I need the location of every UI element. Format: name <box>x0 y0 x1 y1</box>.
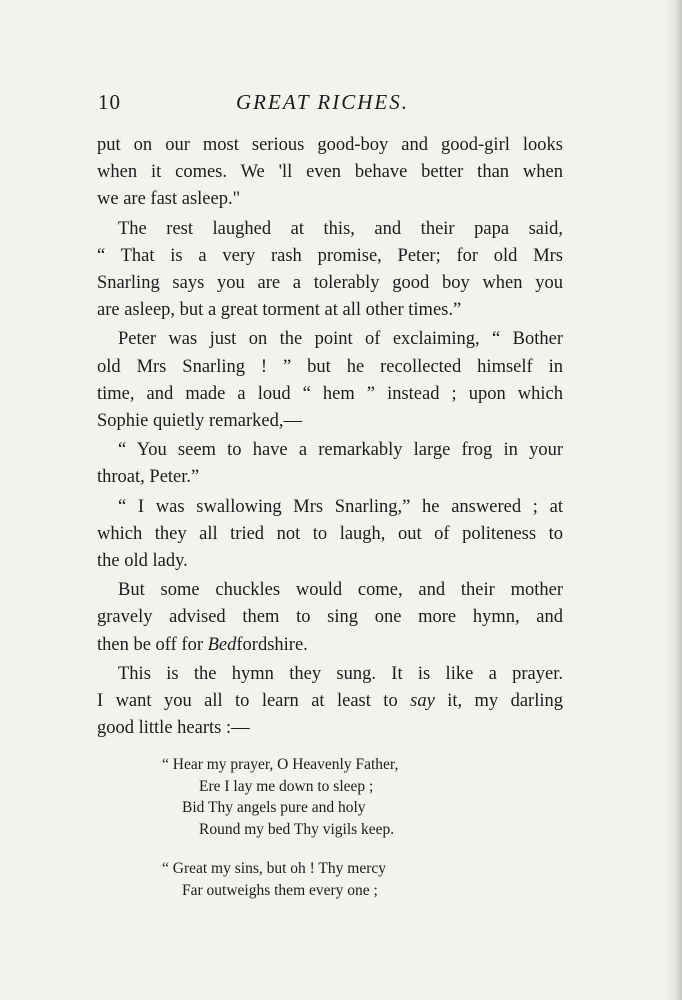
text-line: “ I was swallowing Mrs Snarling,” he answered ; at <box>118 496 563 517</box>
hymn-line: “ Great my sins, but oh ! Thy mercy <box>162 860 386 877</box>
paragraph <box>97 216 563 325</box>
text-line: time, and made a loud “ hem ” instead ; upon which <box>97 383 563 404</box>
paragraph <box>97 494 563 576</box>
paragraph <box>97 326 563 435</box>
text-line: “ You seem to have a remarkably large frog in your <box>118 440 563 461</box>
text-line: when it comes. We 'll even behave better than when <box>97 162 563 183</box>
hymn-stanza <box>162 754 482 840</box>
running-head: GREAT RICHES. <box>236 90 409 114</box>
text-line: are asleep, but a great torment at all other times.” <box>97 300 462 321</box>
text-line: Snarling says you are a tolerably good boy when you <box>97 273 563 294</box>
text-line: This is the hymn they sung. It is like a prayer. <box>118 663 563 684</box>
hymn-line: Ere I lay me down to sleep ; <box>199 777 374 795</box>
text-line: Peter was just on the point of exclaiming, “ Bother <box>118 329 563 350</box>
paragraph <box>97 437 563 491</box>
text-line: which they all tried not to laugh, out of politeness to <box>97 523 563 544</box>
hymn <box>162 754 482 919</box>
text-line: Sophie quietly remarked,— <box>97 411 302 432</box>
text-line: throat, Peter.” <box>97 467 200 488</box>
text-line: put on our most serious good-boy and good-girl looks <box>97 135 563 155</box>
page-edge-shadow <box>664 0 682 1000</box>
text-line: I want you all to learn at least to say it, my darling <box>97 691 563 712</box>
paragraph <box>97 132 563 214</box>
text-line: The rest laughed at this, and their papa said, <box>118 218 563 239</box>
paragraph <box>97 661 563 743</box>
text-line: gravely advised them to sing one more hymn, and <box>97 607 563 628</box>
text-line: old Mrs Snarling ! ” but he recollected himself in <box>97 356 563 377</box>
text-line: the old lady. <box>97 551 188 572</box>
italic-say: say <box>410 691 435 712</box>
page-header <box>98 90 560 118</box>
page-number: 10 <box>98 90 121 114</box>
text-line: “ That is a very rash promise, Peter; for old Mrs <box>97 245 563 266</box>
text-line: good little hearts :— <box>97 718 250 739</box>
paragraph <box>97 577 563 659</box>
text-line: But some chuckles would come, and their mother <box>118 580 563 601</box>
hymn-line: Far outweighs them every one ; <box>182 881 378 899</box>
hymn-line: Round my bed Thy vigils keep. <box>199 820 395 838</box>
italic-bed: Bed <box>207 634 237 655</box>
text-fragment: fordshire. <box>236 634 308 655</box>
body-text <box>97 132 563 744</box>
hymn-stanza <box>162 858 482 901</box>
hymn-line: “ Hear my prayer, O Heavenly Father, <box>162 756 399 773</box>
hymn-line: Bid Thy angels pure and holy <box>182 799 366 816</box>
text-line: we are fast asleep." <box>97 189 241 210</box>
text-line: then be off for Bedfordshire. <box>97 634 308 655</box>
